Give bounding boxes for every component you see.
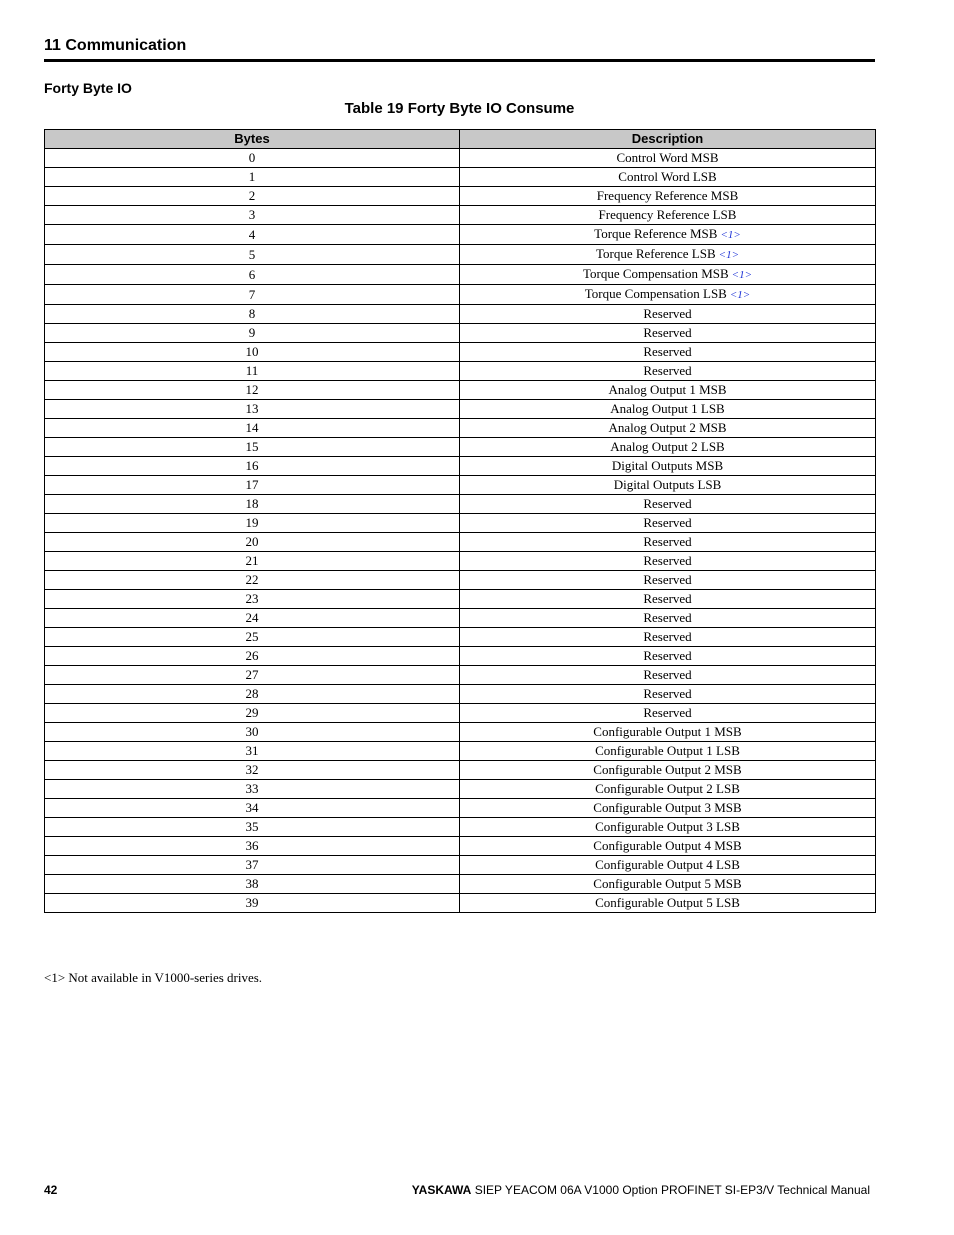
description-cell (460, 837, 876, 856)
manual-name: SIEP YEACOM 06A V1000 Option PROFINET SI-EP3/V Technical Manual (474, 1183, 870, 1197)
byte-cell: 19 (45, 514, 460, 533)
table-row (45, 324, 876, 343)
description-cell (460, 647, 876, 666)
description-cell (460, 476, 876, 495)
byte-cell: 0 (45, 149, 460, 168)
byte-cell: 37 (45, 856, 460, 875)
table-row (45, 285, 876, 305)
description-text: Torque Reference MSB (594, 226, 718, 241)
description-text: Configurable Output 1 LSB (595, 743, 740, 758)
column-header-description: Description (460, 130, 876, 149)
byte-cell: 18 (45, 495, 460, 514)
footnote-reference-link[interactable]: <1> (729, 289, 751, 301)
byte-cell: 30 (45, 723, 460, 742)
table-row (45, 457, 876, 476)
description-cell (460, 628, 876, 647)
table-row (45, 168, 876, 187)
description-text: Reserved (643, 363, 692, 378)
description-text: Configurable Output 4 MSB (593, 838, 742, 853)
byte-cell: 32 (45, 761, 460, 780)
table-row (45, 590, 876, 609)
table-row (45, 628, 876, 647)
description-text: Control Word LSB (618, 169, 717, 184)
description-cell (460, 495, 876, 514)
footnote-reference-link[interactable]: <1> (720, 229, 741, 241)
table-row (45, 343, 876, 362)
table-row (45, 685, 876, 704)
table-row (45, 400, 876, 419)
column-header-bytes: Bytes (45, 130, 460, 149)
description-cell (460, 324, 876, 343)
description-cell (460, 590, 876, 609)
description-text: Digital Outputs LSB (613, 477, 722, 492)
description-cell (460, 400, 876, 419)
table-row (45, 362, 876, 381)
description-cell (460, 168, 876, 187)
description-cell (460, 419, 876, 438)
table-row (45, 666, 876, 685)
byte-cell: 20 (45, 533, 460, 552)
description-cell (460, 305, 876, 324)
description-text: Analog Output 1 LSB (610, 401, 725, 416)
table-row (45, 265, 876, 285)
byte-cell: 16 (45, 457, 460, 476)
description-cell (460, 571, 876, 590)
description-text: Torque Compensation LSB (584, 286, 727, 301)
byte-cell: 1 (45, 168, 460, 187)
table-row (45, 514, 876, 533)
byte-cell: 8 (45, 305, 460, 324)
table-row (45, 761, 876, 780)
description-cell (460, 245, 876, 265)
table-row (45, 609, 876, 628)
description-cell (460, 514, 876, 533)
description-cell (460, 381, 876, 400)
description-cell (460, 285, 876, 305)
description-text: Configurable Output 4 LSB (595, 857, 740, 872)
table-row (45, 818, 876, 837)
byte-cell: 33 (45, 780, 460, 799)
description-text: Reserved (643, 344, 692, 359)
description-text: Analog Output 1 MSB (608, 382, 727, 397)
description-text: Control Word MSB (616, 150, 719, 165)
byte-cell: 28 (45, 685, 460, 704)
byte-cell: 9 (45, 324, 460, 343)
table-row (45, 552, 876, 571)
table-row (45, 742, 876, 761)
byte-cell: 29 (45, 704, 460, 723)
byte-cell: 7 (45, 285, 460, 305)
table-row (45, 647, 876, 666)
description-cell (460, 362, 876, 381)
byte-cell: 26 (45, 647, 460, 666)
table-row (45, 381, 876, 400)
description-text: Analog Output 2 LSB (610, 439, 725, 454)
byte-cell: 25 (45, 628, 460, 647)
description-text: Reserved (643, 629, 692, 644)
table-row (45, 476, 876, 495)
byte-cell: 23 (45, 590, 460, 609)
description-text: Reserved (643, 591, 692, 606)
description-cell (460, 780, 876, 799)
description-cell (460, 761, 876, 780)
description-cell (460, 723, 876, 742)
description-cell (460, 894, 876, 913)
description-text: Reserved (643, 705, 692, 720)
description-text: Torque Reference LSB (595, 246, 716, 261)
byte-cell: 2 (45, 187, 460, 206)
description-text: Configurable Output 1 MSB (593, 724, 742, 739)
description-text: Reserved (643, 572, 692, 587)
table-row (45, 245, 876, 265)
table-row (45, 305, 876, 324)
footnote-reference-link[interactable]: <1> (731, 269, 753, 281)
byte-cell: 39 (45, 894, 460, 913)
description-cell (460, 265, 876, 285)
manual-title (412, 1183, 870, 1197)
table-row (45, 837, 876, 856)
byte-cell: 14 (45, 419, 460, 438)
brand-name: YASKAWA (411, 1183, 472, 1197)
table-row (45, 856, 876, 875)
table-row (45, 723, 876, 742)
description-text: Configurable Output 2 LSB (595, 781, 740, 796)
description-cell (460, 225, 876, 245)
table-row (45, 799, 876, 818)
byte-cell: 13 (45, 400, 460, 419)
description-text: Reserved (643, 306, 692, 321)
section-title: Forty Byte IO (44, 80, 132, 96)
description-cell (460, 457, 876, 476)
description-text: Reserved (643, 648, 692, 663)
byte-cell: 21 (45, 552, 460, 571)
byte-cell: 3 (45, 206, 460, 225)
description-cell (460, 533, 876, 552)
description-cell (460, 856, 876, 875)
byte-cell: 31 (45, 742, 460, 761)
description-cell (460, 875, 876, 894)
table-body (45, 149, 876, 913)
description-text: Reserved (643, 325, 692, 340)
description-text: Configurable Output 2 MSB (593, 762, 742, 777)
table-row (45, 206, 876, 225)
description-cell (460, 187, 876, 206)
description-text: Reserved (643, 667, 692, 682)
description-text: Analog Output 2 MSB (608, 420, 727, 435)
description-cell (460, 609, 876, 628)
description-cell (460, 149, 876, 168)
byte-cell: 10 (45, 343, 460, 362)
description-cell (460, 685, 876, 704)
footnote: <1> Not available in V1000-series drives. (44, 970, 263, 985)
table-row (45, 419, 876, 438)
description-text: Frequency Reference LSB (598, 207, 737, 222)
description-cell (460, 704, 876, 723)
byte-cell: 4 (45, 225, 460, 245)
table-row (45, 495, 876, 514)
description-text: Reserved (643, 515, 692, 530)
byte-cell: 11 (45, 362, 460, 381)
byte-cell: 15 (45, 438, 460, 457)
byte-cell: 34 (45, 799, 460, 818)
table-row (45, 533, 876, 552)
table-row (45, 875, 876, 894)
table-row (45, 225, 876, 245)
byte-cell: 38 (45, 875, 460, 894)
description-text: Reserved (643, 686, 692, 701)
description-cell (460, 343, 876, 362)
table-row (45, 704, 876, 723)
description-text: Configurable Output 3 LSB (595, 819, 740, 834)
description-cell (460, 552, 876, 571)
description-text: Configurable Output 5 LSB (595, 895, 740, 910)
page-number: 42 (44, 1183, 58, 1197)
table-row (45, 571, 876, 590)
byte-cell: 36 (45, 837, 460, 856)
chapter-heading: 11 Communication (44, 37, 875, 62)
footnote-reference-link[interactable]: <1> (718, 249, 739, 261)
description-cell (460, 799, 876, 818)
byte-cell: 22 (45, 571, 460, 590)
description-text: Frequency Reference MSB (596, 188, 739, 203)
description-text: Reserved (643, 553, 692, 568)
description-cell (460, 742, 876, 761)
byte-cell: 5 (45, 245, 460, 265)
description-cell (460, 666, 876, 685)
byte-cell: 12 (45, 381, 460, 400)
description-text: Reserved (643, 610, 692, 625)
byte-cell: 35 (45, 818, 460, 837)
byte-cell: 17 (45, 476, 460, 495)
description-text: Configurable Output 3 MSB (593, 800, 742, 815)
table-row (45, 780, 876, 799)
table-header-row (45, 130, 876, 149)
byte-cell: 6 (45, 265, 460, 285)
description-cell (460, 438, 876, 457)
description-text: Configurable Output 5 MSB (593, 876, 742, 891)
forty-byte-io-table (44, 129, 876, 913)
description-text: Reserved (643, 496, 692, 511)
table-row (45, 894, 876, 913)
description-cell (460, 818, 876, 837)
table-caption: Table 19 Forty Byte IO Consume (344, 100, 575, 117)
byte-cell: 27 (45, 666, 460, 685)
table-row (45, 149, 876, 168)
byte-cell: 24 (45, 609, 460, 628)
description-text: Reserved (643, 534, 692, 549)
description-text: Digital Outputs MSB (611, 458, 724, 473)
table-row (45, 438, 876, 457)
description-text: Torque Compensation MSB (582, 266, 729, 281)
description-cell (460, 206, 876, 225)
table-row (45, 187, 876, 206)
